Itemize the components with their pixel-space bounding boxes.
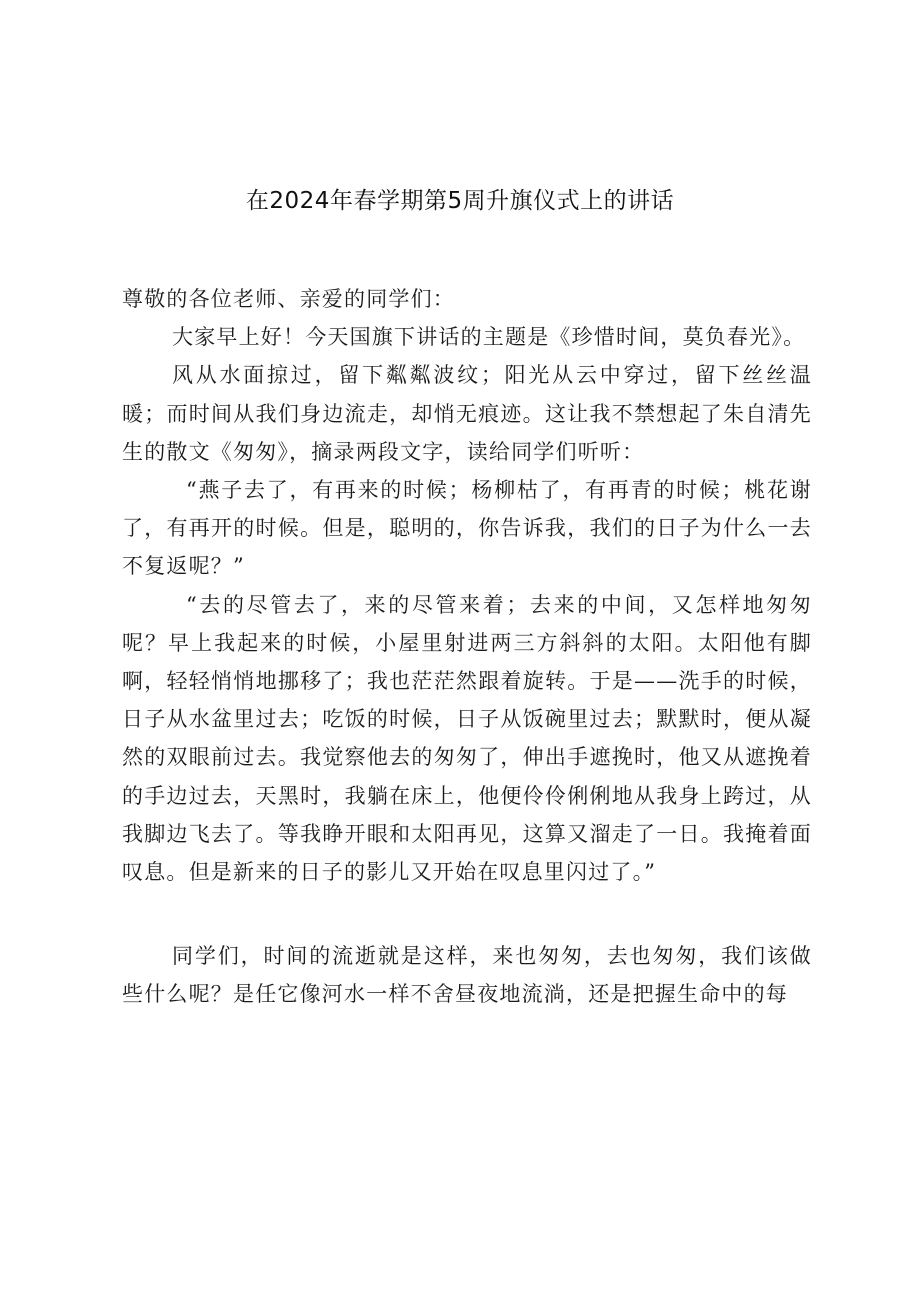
paragraph-greeting: 大家早上好！今天国旗下讲话的主题是《珍惜时间，莫负春光》。 xyxy=(172,325,806,350)
document-body xyxy=(122,280,812,1014)
salutation: 尊敬的各位老师、亲爱的同学们： xyxy=(122,287,455,311)
paragraph-closing: 同学们，时间的流逝就是这样，来也匆匆，去也匆匆，我们该做些什么呢？是任它像河水一样不舍昼夜地流淌，还是把握生命中的每 xyxy=(122,944,812,1007)
document-title: 在2024年春学期第5周升旗仪式上的讲话 xyxy=(245,188,675,214)
quote-paragraph-2: “去的尽管去了，来的尽管来着；去来的中间，又怎样地匆匆呢？早上我起来的时候，小屋里射进两三方斜斜的太阳。太阳他有脚啊，轻轻悄悄地挪移了；我也茫茫然跟着旋转。于是——洗手的时候，日子从水盆里过去；吃饭的时候，日子从饭碗里过去；默默时，便从凝然的双眼前过去。我觉察他去的匆匆了，伸出手遮挽时，他又从遮挽着的手边过去，天黑时，我躺在床上，他便伶伶俐俐地从我身上跨过，从我脚边飞去了。等我睁开眼和太阳再见，这算又溜走了一日。我掩着面叹息。但是新来的日子的影儿又开始在叹息里闪过了。” xyxy=(122,592,812,885)
paragraph-intro: 风从水面掠过，留下粼粼波纹；阳光从云中穿过，留下丝丝温暖；而时间从我们身边流走，却悄无痕迹。这让我不禁想起了朱自清先生的散文《匆匆》，摘录两段文字，读给同学们听听： xyxy=(122,363,812,464)
quote-paragraph-1: “燕子去了，有再来的时候；杨柳枯了，有再青的时候；桃花谢了，有再开的时候。但是，聪明的，你告诉我，我们的日子为什么一去不复返呢？” xyxy=(122,478,812,579)
